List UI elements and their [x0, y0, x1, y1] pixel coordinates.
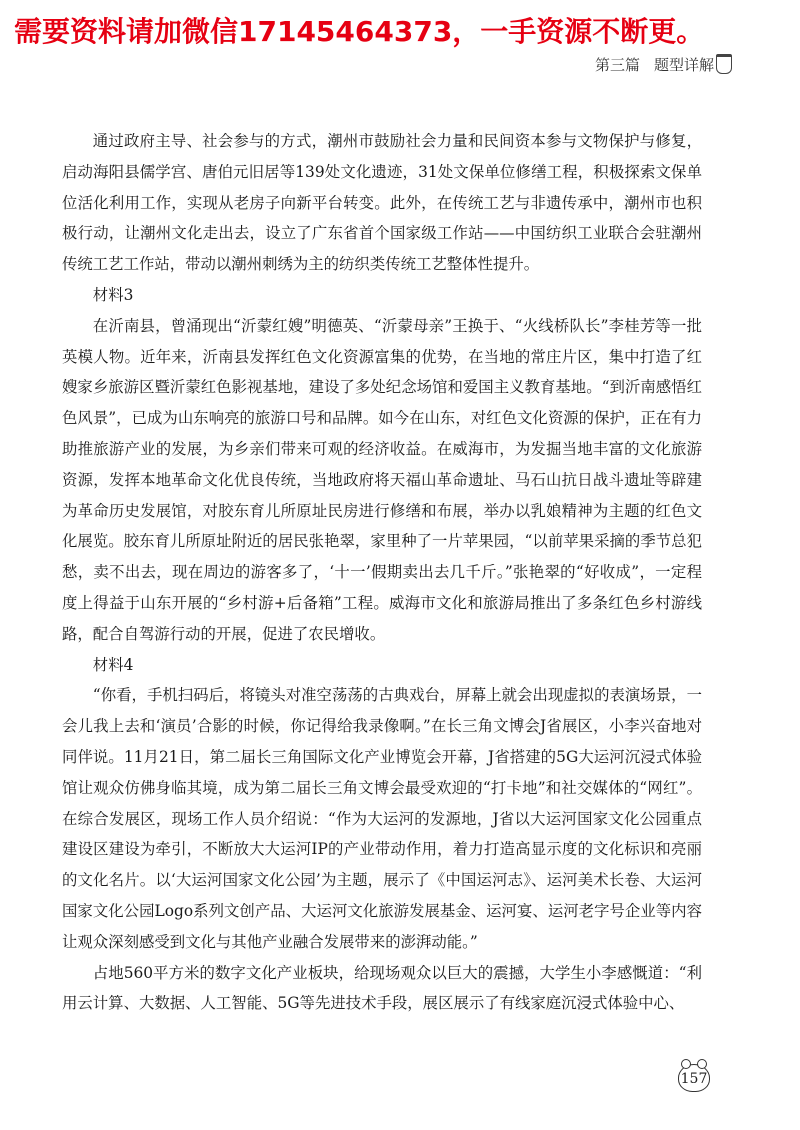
body-text	[62, 126, 702, 1019]
wechat-banner: 需要资料请加微信17145464373，一手资源不断更。	[14, 15, 705, 48]
material-label: 材料4	[92, 655, 134, 674]
paragraph: 在沂南县，曾涌现出“沂蒙红嫂”明德英、“沂蒙母亲”王换于、“火线桥队长”李桂芳等一批英模人物。近年来，沂南县发挥红色文化资源富集的优势，在当地的常庄片区，集中打造了红嫂家乡旅游区暨沂蒙红色影视基地，建设了多处纪念场馆和爱国主义教育基地。“到沂南感悟红色风景”，已成为山东响亮的旅游口号和品牌。如今在山东，对红色文化资源的保护，正在有力助推旅游产业的发展，为乡亲们带来可观的经济收益。在威海市，为发掘当地丰富的文化旅游资源，发挥本地革命文化优良传统，当地政府将天福山革命遗址、马石山抗日战斗遗址等辟建为革命历史发展馆，对胶东育儿所原址民房进行修缮和布展，举办以乳娘精神为主题的红色文化展览。胶东育儿所原址附近的居民张艳翠，家里种了一片苹果园，“以前苹果采摘的季节总犯愁，卖不出去，现在周边的游客多了，‘十一’假期卖出去几千斤。”张艳翠的“好收成”，一定程度上得益于山东开展的“乡村游+后备箱”工程。威海市文化和旅游局推出了多条红色乡村游线路，配合自驾游行动的开展，促进了农民增收。	[62, 316, 702, 643]
paragraph: 通过政府主导、社会参与的方式，潮州市鼓励社会力量和民间资本参与文物保护与修复，启动海阳县儒学宫、唐伯元旧居等139处文化遗迹，31处文保单位修缮工程，积极探索文保单位活化利用工作，实现从老房子向新平台转变。此外，在传统工艺与非遗传承中，潮州市也积极行动，让潮州文化走出去，设立了广东省首个国家级工作站——中国纺织工业联合会驻潮州传统工艺工作站，带动以潮州刺绣为主的纺织类传统工艺整体性提升。	[62, 132, 702, 274]
paragraph: 占地560平方米的数字文化产业板块，给现场观众以巨大的震撼，大学生小李感慨道：“利用云计算、大数据、人工智能、5G等先进技术手段，展区展示了有线家庭沉浸式体验中心、	[62, 963, 702, 1013]
page-number-text: 157	[680, 1071, 708, 1087]
paragraph: “你看，手机扫码后，将镜头对准空荡荡的古典戏台，屏幕上就会出现虚拟的表演场景，一会儿我上去和‘演员’合影的时候，你记得给我录像啊。”在长三角文博会J省展区，小李兴奋地对同伴说。11月21日，第二届长三角国际文化产业博览会开幕，J省搭建的5G大运河沉浸式体验馆让观众仿佛身临其境，成为第二届长三角文博会最受欢迎的“打卡地”和社交媒体的“网红”。在综合发展区，现场工作人员介绍说：“作为大运河的发源地，J省以大运河国家文化公园重点建设区建设为牵引，不断放大大运河IP的产业带动作用，着力打造高显示度的文化标识和亮丽的文化名片。以‘大运河国家文化公园’为主题，展示了《中国运河志》、运河美术长卷、大运河国家文化公园Logo系列文创产品、大运河文化旅游发展基金、运河宴、运河老字号企业等内容让观众深刻感受到文化与其他产业融合发展带来的澎湃动能。”	[62, 686, 702, 951]
cup-icon	[716, 54, 732, 74]
panda-ear-icon	[697, 1059, 707, 1069]
material-label: 材料3	[92, 285, 134, 304]
panda-ear-icon	[681, 1059, 691, 1069]
page-number	[678, 1064, 710, 1092]
running-header	[595, 54, 714, 75]
chapter-title: 题型详解	[653, 56, 714, 74]
part-label: 第三篇	[594, 56, 640, 74]
